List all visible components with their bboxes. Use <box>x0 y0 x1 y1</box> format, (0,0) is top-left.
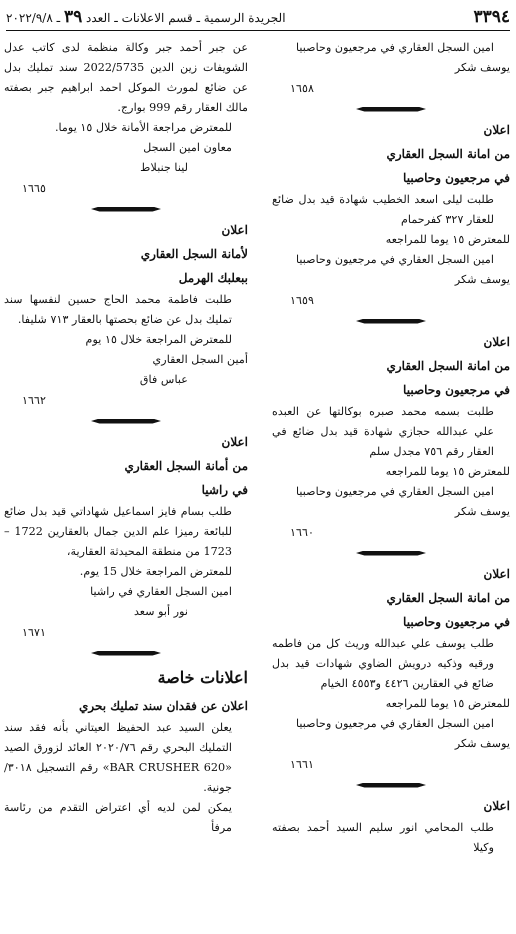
signer-line: امين السجل العقاري في مرجعيون وحاصبيا <box>295 253 494 266</box>
notice-number: ١٦٦٠ <box>290 526 315 539</box>
right-column <box>272 38 510 858</box>
notice-body: طلبت فاطمة محمد الحاج حسين لنفسها سند تمليك بدل عن ضائع بحصتها بالعقار ٧١٣ شليفا. <box>4 293 232 326</box>
divider <box>272 104 510 114</box>
signer-line: أمين السجل العقاري <box>152 353 248 366</box>
page-header <box>6 4 510 30</box>
signer-line: امين السجل العقاري في مرجعيون وحاصبيا <box>295 485 494 498</box>
notice-number: ١٦٦٢ <box>22 394 47 407</box>
notice-body-continued: يمكن لمن لديه أي اعتراض التقدم من رئاسة مرفأ <box>4 801 232 834</box>
divider <box>4 204 248 214</box>
issue-date: ـ ٢٠٢٢/٩/٨ <box>6 11 61 25</box>
objection-line: للمعترض المراجعة خلال ١٥ يوم <box>85 333 232 346</box>
notice-number: ١٦٥٨ <box>290 82 315 95</box>
signer-name: يوسف شكر <box>454 273 510 286</box>
notice-subheading: في راشيا <box>201 483 248 497</box>
notice-subheading: في مرجعيون وحاصبيا <box>403 615 510 629</box>
divider <box>272 548 510 558</box>
objection-line: للمعترض ١٥ يوما للمراجعه <box>385 697 510 710</box>
notice-title: اعلان <box>483 567 510 581</box>
notice-title: اعلان <box>483 123 510 137</box>
notice-body: طلبت بسمه محمد صبره بوكالتها عن العبده علي عبدالله حجازي شهادة قيد بدل ضائع في العقار رقم ٧٥٦ مجدل سلم <box>272 405 494 458</box>
header-rule <box>6 30 510 31</box>
left-column <box>4 38 248 838</box>
notice-body: يعلن السيد عبد الحفيظ العيتاني بأنه فقد سند التمليك البحري رقم ٢٠٢٠/٧٦ العائد لزورق الصيد «BAR CRUSHER 620» رقم التسجيل ٣٠١٨/ جونية. <box>4 721 232 794</box>
notice-body: طلب المحامي انور سليم السيد أحمد بصفته وكيلا <box>272 821 494 854</box>
masthead-prefix: الجريدة الرسمية ـ قسم الاعلانات ـ العدد <box>86 11 286 25</box>
notice-heading: من امانة السجل العقاري <box>386 147 510 161</box>
notice-number: ١٦٦٥ <box>22 182 47 195</box>
notice-subheading: في مرجعيون وحاصبيا <box>403 171 510 185</box>
notice-subheading: في مرجعيون وحاصبيا <box>403 383 510 397</box>
signer-name: يوسف شكر <box>454 61 510 74</box>
objection-line: للمعترض ١٥ يوما للمراجعه <box>385 465 510 478</box>
signer-name: يوسف شكر <box>454 737 510 750</box>
signer-line: امين السجل العقاري في راشيا <box>90 585 232 598</box>
notice-heading: اعلان عن فقدان سند تمليك بحري <box>79 699 248 713</box>
section-title: اعلانات خاصة <box>157 668 248 687</box>
notice-body: طلبت ليلى اسعد الخطيب شهادة قيد بدل ضائع للعقار ٣٢٧ كفرحمام <box>272 193 494 226</box>
objection-line: للمعترض المراجعة خلال 15 يوم. <box>79 565 232 578</box>
notice-heading: من أمانة السجل العقاري <box>124 459 248 473</box>
notice-title: اعلان <box>483 799 510 813</box>
signer-name: عباس فاق <box>139 373 188 386</box>
divider <box>4 416 248 426</box>
notice-body: طلب يوسف علي عبدالله وريث كل من فاطمه ورقيه وذكيه درويش الضاوي شهادات قيد بدل ضائع في العقارين ٤٤٢٦ و٤٥٥٣ الخيام <box>272 637 494 690</box>
divider <box>4 648 248 658</box>
divider <box>272 316 510 326</box>
notice-heading: من امانة السجل العقاري <box>386 591 510 605</box>
notice-body: طلب بسام فايز اسماعيل شهاداتي قيد بدل ضائع للبائعة رميزا علم الدين جمال بالعقارين 1722 – 1723 من منطقة المحيدثة العقارية، <box>4 505 232 558</box>
objection-line: للمعترض مراجعة الأمانة خلال ١٥ يوما. <box>54 121 232 134</box>
divider <box>272 780 510 790</box>
notice-subheading: ببعلبك الهرمل <box>178 271 248 285</box>
signer-name: لينا جنبلاط <box>140 161 188 174</box>
notice-number: ١٦٥٩ <box>290 294 315 307</box>
signer-name: نور أبو سعد <box>133 605 188 618</box>
objection-line: للمعترض ١٥ يوما للمراجعه <box>385 233 510 246</box>
page-number: ٣٣٩٤ <box>473 7 510 27</box>
signer-name: يوسف شكر <box>454 505 510 518</box>
signer-line: امين السجل العقاري في مرجعيون وحاصبيا <box>295 41 494 54</box>
issue-number: ٣٩ <box>63 7 83 27</box>
signer-line: امين السجل العقاري في مرجعيون وحاصبيا <box>295 717 494 730</box>
notice-heading: لأمانة السجل العقاري <box>140 247 248 261</box>
signer-line: معاون امين السجل <box>143 141 232 154</box>
notice-number: ١٦٧١ <box>22 626 47 639</box>
notice-title: اعلان <box>483 335 510 349</box>
notice-title: اعلان <box>221 435 248 449</box>
notice-heading: من امانة السجل العقاري <box>386 359 510 373</box>
notice-number: ١٦٦١ <box>290 758 315 771</box>
notice-body: عن جبر أحمد جبر وكالة منظمة لدى كاتب عدل الشويفات زين الدين 2022/5735 سند تمليك بدل عن ضائع لمورث الموكل احمد ابراهيم جبر بصفته مالك العقار رقم 999 بوارج. <box>4 41 248 114</box>
masthead <box>6 7 286 27</box>
notice-title: اعلان <box>221 223 248 237</box>
